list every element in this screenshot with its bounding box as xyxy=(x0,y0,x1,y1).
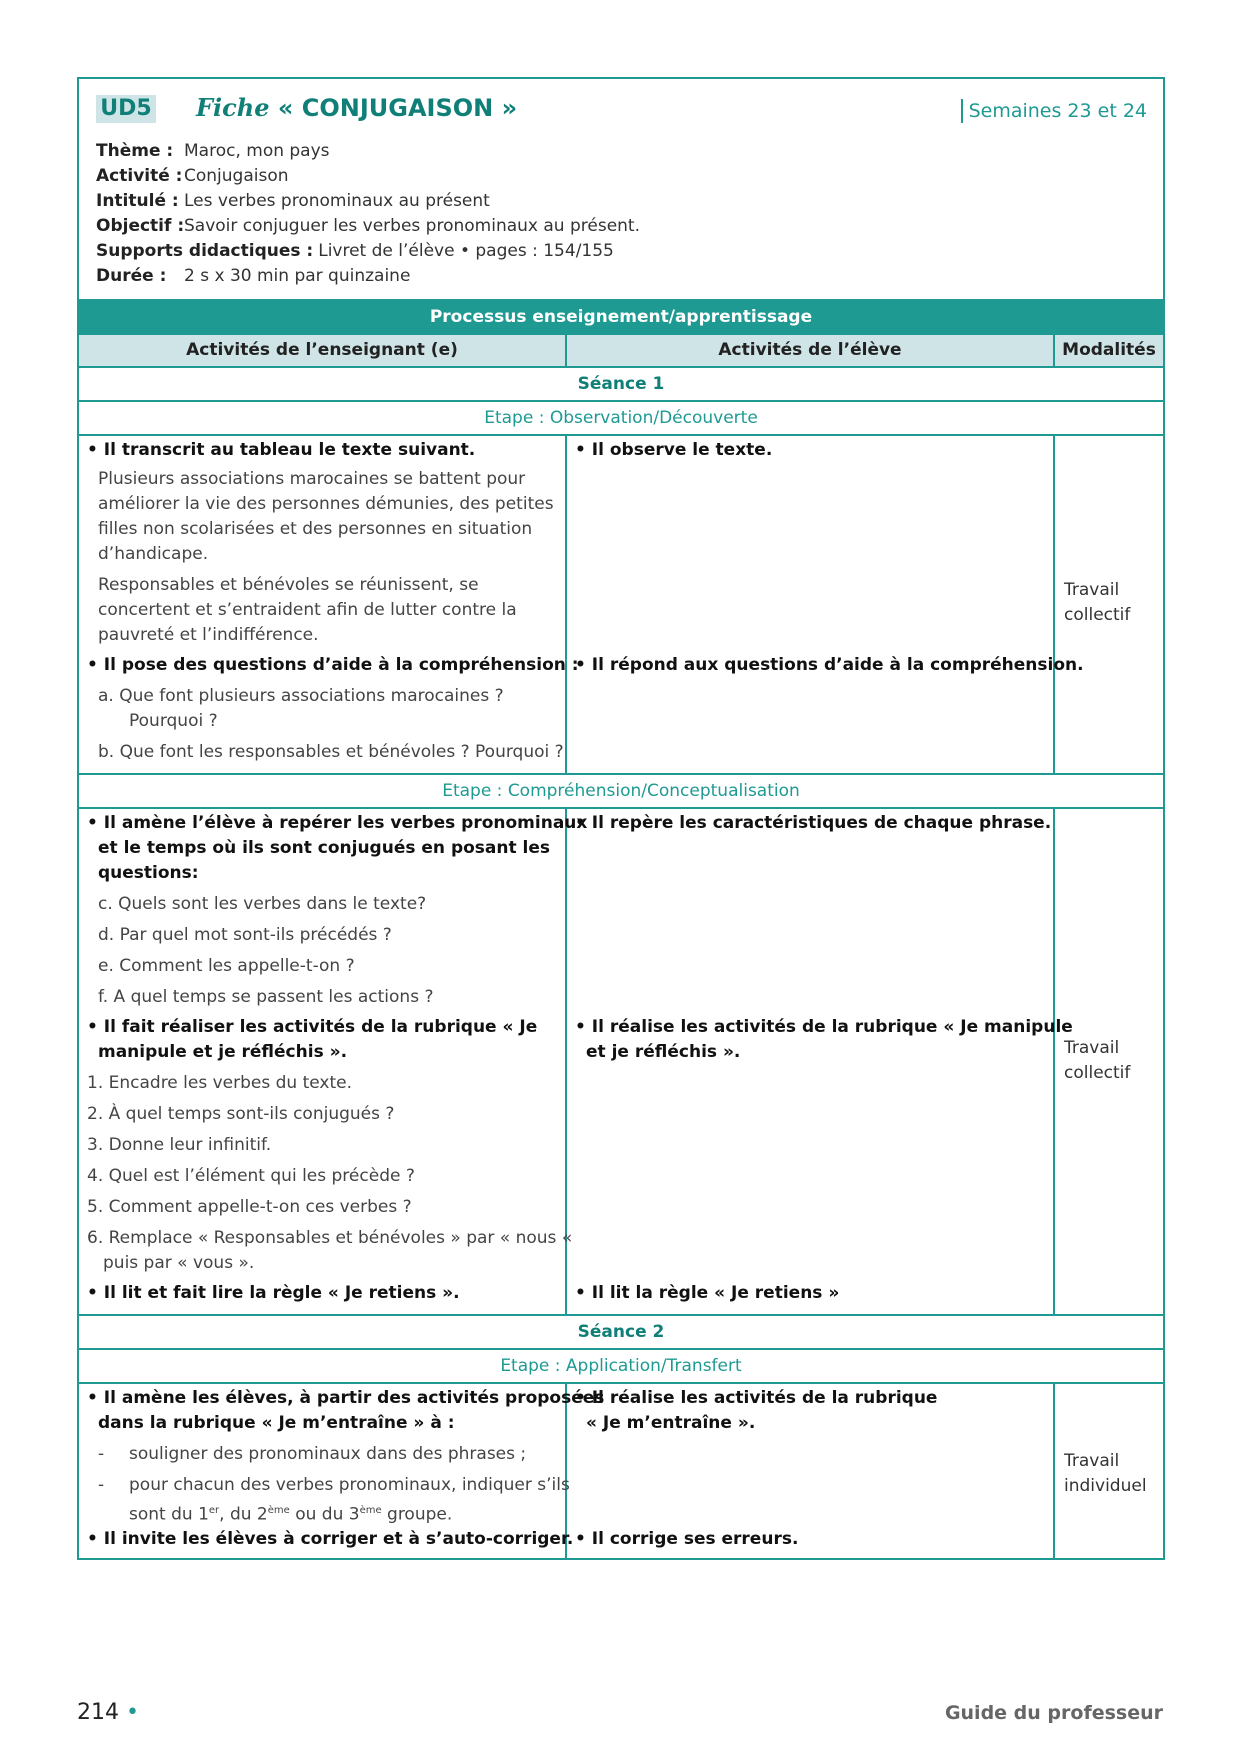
teacher-cell xyxy=(79,436,579,773)
text-line: Plusieurs associations marocaines se battent pour xyxy=(98,469,526,489)
student-step: « Je m’entraîne ». xyxy=(586,1413,756,1433)
modalites-cell xyxy=(1055,436,1163,773)
modalite-line: Travail xyxy=(1064,580,1120,600)
question-item: f. A quel temps se passent les actions ? xyxy=(98,987,434,1007)
question-item: e. Comment les appelle-t-on ? xyxy=(98,956,355,976)
lesson-sheet xyxy=(77,77,1165,1560)
seance-1-heading: Séance 1 xyxy=(79,368,1163,402)
teacher-cell xyxy=(79,1384,605,1559)
numbered-item: 2. À quel temps sont-ils conjugués ? xyxy=(87,1104,395,1124)
question-item: Pourquoi ? xyxy=(129,711,218,731)
superscript: ème xyxy=(359,1505,382,1516)
process-band: Processus enseignement/apprentissage xyxy=(79,301,1163,335)
modalite-line: Travail xyxy=(1064,1451,1120,1471)
etape-observation-heading: Etape : Observation/Découverte xyxy=(79,402,1163,436)
fiche-word: Fiche xyxy=(196,93,270,122)
teacher-step: • Il lit et fait lire la règle « Je retiens ». xyxy=(87,1283,460,1303)
meta-label: Objectif : xyxy=(96,216,185,236)
meta-activite xyxy=(96,164,640,189)
numbered-item: 6. Remplace « Responsables et bénévoles » par « nous « xyxy=(87,1228,573,1248)
text-line: pauvreté et l’indifférence. xyxy=(98,625,319,645)
modalite-line: individuel xyxy=(1064,1476,1147,1496)
col-teacher-header: Activités de l’enseignant (e) xyxy=(79,335,567,366)
meta-label: Activité : xyxy=(96,166,183,186)
table-header xyxy=(79,335,1163,368)
meta-value: Maroc, mon pays xyxy=(184,141,330,161)
etape-application-heading: Etape : Application/Transfert xyxy=(79,1350,1163,1384)
seance-2-heading: Séance 2 xyxy=(79,1316,1163,1350)
student-step: • Il observe le texte. xyxy=(575,440,773,460)
meta-label: Intitulé : xyxy=(96,191,179,211)
student-step: • Il repère les caractéristiques de chaque phrase. xyxy=(575,813,1052,833)
table-row-application xyxy=(79,1384,1163,1559)
col-student-header: Activités de l’élève xyxy=(567,335,1055,366)
numbered-item: 1. Encadre les verbes du texte. xyxy=(87,1073,353,1093)
modalites-cell xyxy=(1055,809,1163,1314)
table-row-observation xyxy=(79,436,1163,775)
meta-intitule xyxy=(96,189,640,214)
question-item: c. Quels sont les verbes dans le texte? xyxy=(98,894,427,914)
teacher-step: manipule et je réfléchis ». xyxy=(98,1042,348,1062)
page-number xyxy=(77,1700,139,1725)
meta-value: 2 s x 30 min par quinzaine xyxy=(184,266,411,286)
superscript: er xyxy=(208,1505,220,1516)
teacher-step: et le temps où ils sont conjugués en posant les xyxy=(98,838,551,858)
numbered-item: 3. Donne leur infinitif. xyxy=(87,1135,272,1155)
meta-supports xyxy=(96,239,640,264)
student-step: • Il réalise les activités de la rubrique xyxy=(575,1388,938,1408)
text-span: , du 2 xyxy=(219,1504,268,1525)
teacher-step: • Il transcrit au tableau le texte suivant. xyxy=(87,440,476,460)
numbered-item: puis par « vous ». xyxy=(103,1253,255,1273)
text-span: sont du 1 xyxy=(129,1504,209,1525)
sheet-header xyxy=(79,79,1163,301)
modalites-cell xyxy=(1055,1384,1163,1559)
student-step: • Il lit la règle « Je retiens » xyxy=(575,1283,840,1303)
student-cell xyxy=(567,436,1084,773)
dash-item: pour chacun des verbes pronominaux, indiquer s’ils xyxy=(129,1475,570,1495)
text-line: améliorer la vie des personnes démunies, des petites xyxy=(98,494,554,514)
text-span: groupe. xyxy=(381,1504,453,1525)
student-step: • Il corrige ses erreurs. xyxy=(575,1529,799,1549)
text-line: filles non scolarisées et des personnes en situation xyxy=(98,519,533,539)
modalite-line: collectif xyxy=(1064,605,1131,625)
footer-guide-label: Guide du professeur xyxy=(944,1702,1163,1724)
text-span: ou du 3 xyxy=(289,1504,360,1525)
dash-item: souligner des pronominaux dans des phrases ; xyxy=(129,1444,527,1464)
page-number-value: 214 xyxy=(77,1700,119,1725)
text-line: d’handicape. xyxy=(98,544,209,564)
teacher-step: dans la rubrique « Je m’entraîne » à : xyxy=(98,1413,455,1433)
meta-label: Thème : xyxy=(96,141,174,161)
meta-duree xyxy=(96,264,640,289)
student-step: • Il réalise les activités de la rubrique « Je manipule xyxy=(575,1017,1073,1037)
question-item: b. Que font les responsables et bénévoles ? Pourquoi ? xyxy=(98,742,564,762)
meta-objectif xyxy=(96,214,640,239)
numbered-item: 4. Quel est l’élément qui les précède ? xyxy=(87,1166,415,1186)
question-item: a. Que font plusieurs associations marocaines ? xyxy=(98,686,504,706)
meta-label: Supports didactiques : xyxy=(96,241,314,261)
dash-item xyxy=(129,1498,452,1528)
col-modalites-header: Modalités xyxy=(1062,340,1156,360)
lesson-meta xyxy=(96,139,640,289)
meta-value: Les verbes pronominaux au présent xyxy=(184,191,490,211)
meta-label: Durée : xyxy=(96,266,167,286)
meta-value: Conjugaison xyxy=(184,166,289,186)
question-item: d. Par quel mot sont-ils précédés ? xyxy=(98,925,392,945)
meta-value: Livret de l’élève • pages : 154/155 xyxy=(318,241,614,261)
teacher-step: • Il fait réaliser les activités de la rubrique « Je xyxy=(87,1017,538,1037)
bullet-dot: • xyxy=(126,1700,139,1725)
superscript: ème xyxy=(267,1505,290,1516)
teacher-step: • Il pose des questions d’aide à la compréhension : xyxy=(87,655,579,675)
student-step: et je réfléchis ». xyxy=(586,1042,741,1062)
teacher-step: • Il amène les élèves, à partir des activités proposées xyxy=(87,1388,605,1408)
unit-badge: UD5 xyxy=(96,95,156,123)
teacher-cell xyxy=(79,809,588,1314)
fiche-subject: « CONJUGAISON » xyxy=(277,94,518,122)
meta-value: Savoir conjuguer les verbes pronominaux au présent. xyxy=(184,216,641,236)
weeks-label: Semaines 23 et 24 xyxy=(961,99,1147,123)
etape-comprehension-heading: Etape : Compréhension/Conceptualisation xyxy=(79,775,1163,809)
student-cell xyxy=(567,1384,1055,1559)
numbered-item: 5. Comment appelle-t-on ces verbes ? xyxy=(87,1197,412,1217)
text-line: concertent et s’entraident afin de lutter contre la xyxy=(98,600,517,620)
student-cell xyxy=(567,809,1073,1314)
teacher-step: questions: xyxy=(98,863,199,883)
student-step: • Il répond aux questions d’aide à la compréhension. xyxy=(575,655,1084,675)
dash-marker: - xyxy=(98,1444,105,1464)
meta-theme xyxy=(96,139,640,164)
dash-marker: - xyxy=(98,1475,105,1495)
teacher-step: • Il amène l’élève à repérer les verbes pronominaux xyxy=(87,813,588,833)
modalite-line: Travail xyxy=(1064,1038,1120,1058)
modalite-line: collectif xyxy=(1064,1063,1131,1083)
table-row-comprehension xyxy=(79,809,1163,1316)
teacher-step: • Il invite les élèves à corriger et à s’auto-corriger. xyxy=(87,1529,574,1549)
sheet-title xyxy=(196,93,517,123)
text-line: Responsables et bénévoles se réunissent, se xyxy=(98,575,479,595)
